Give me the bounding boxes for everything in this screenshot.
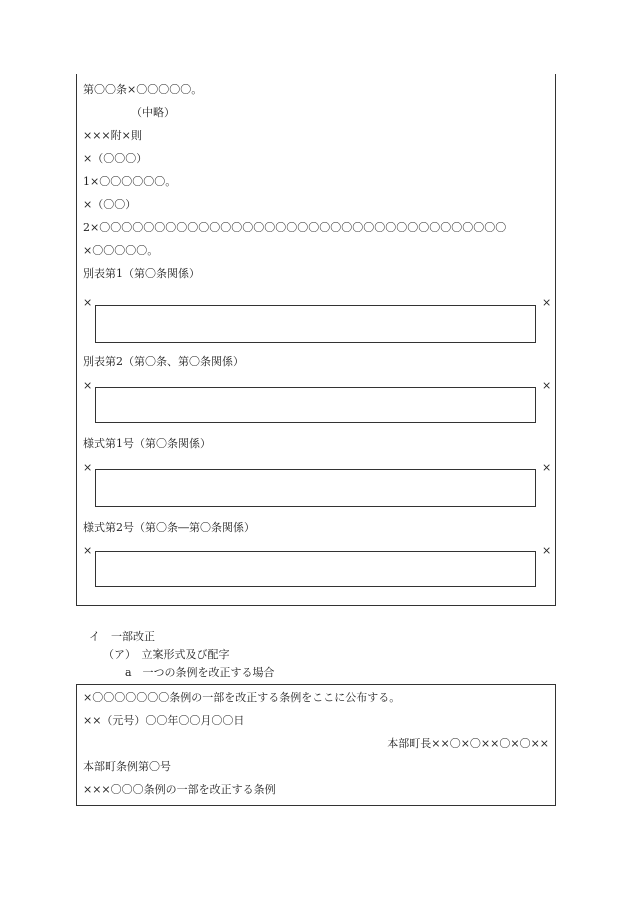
amendment-template-box — [76, 684, 556, 806]
ordinance-title-line: ×××〇〇〇条例の一部を改正する条例 — [83, 783, 276, 796]
appended-table-1-label: 別表第1（第〇条関係） — [83, 267, 200, 280]
ordinance-number-line: 本部町条例第〇号 — [83, 760, 171, 773]
cross-mark-left: × — [83, 379, 93, 392]
form-2-label: 様式第2号（第〇条―第〇条関係） — [83, 521, 255, 534]
cross-mark-right: × — [542, 461, 552, 474]
caption-line: ×（〇〇） — [83, 198, 137, 211]
ordinance-template-box — [76, 74, 556, 606]
section-item: a 一つの条例を改正する場合 — [125, 666, 275, 679]
appended-table-2-label: 別表第2（第〇条、第〇条関係） — [83, 355, 244, 368]
promulgation-line: ×〇〇〇〇〇〇〇条例の一部を改正する条例をここに公布する。 — [83, 691, 401, 704]
form-2-frame — [95, 551, 536, 587]
appended-table-1-frame — [95, 305, 536, 343]
provision-1-line: 1×〇〇〇〇〇〇。 — [83, 175, 177, 188]
form-1-frame — [95, 469, 536, 507]
provision-2-line: 2×〇〇〇〇〇〇〇〇〇〇〇〇〇〇〇〇〇〇〇〇〇〇〇〇〇〇〇〇〇〇〇〇〇〇〇〇〇 — [83, 221, 507, 234]
cross-mark-right: × — [542, 296, 552, 309]
appended-table-2-frame — [95, 387, 536, 423]
form-1-label: 様式第1号（第〇条関係） — [83, 437, 211, 450]
cross-mark-left: × — [83, 461, 93, 474]
cross-mark-left: × — [83, 544, 93, 557]
cross-mark-left: × — [83, 296, 93, 309]
supplementary-provisions-heading: ×××附×則 — [83, 129, 142, 142]
section-subheading: （ア） 立案形式及び配字 — [103, 648, 230, 661]
provision-2-continuation: ×〇〇〇〇〇。 — [83, 244, 159, 257]
date-line: ××（元号）〇〇年〇〇月〇〇日 — [83, 714, 245, 727]
caption-line: ×（〇〇〇） — [83, 152, 148, 165]
cross-mark-right: × — [542, 544, 552, 557]
section-heading: イ 一部改正 — [89, 630, 155, 643]
cross-mark-right: × — [542, 379, 552, 392]
mayor-signature-line: 本部町長××〇×〇××〇×〇×× — [387, 737, 549, 750]
omission-line: （中略） — [131, 106, 175, 119]
article-line: 第〇〇条×〇〇〇〇〇。 — [83, 83, 203, 96]
